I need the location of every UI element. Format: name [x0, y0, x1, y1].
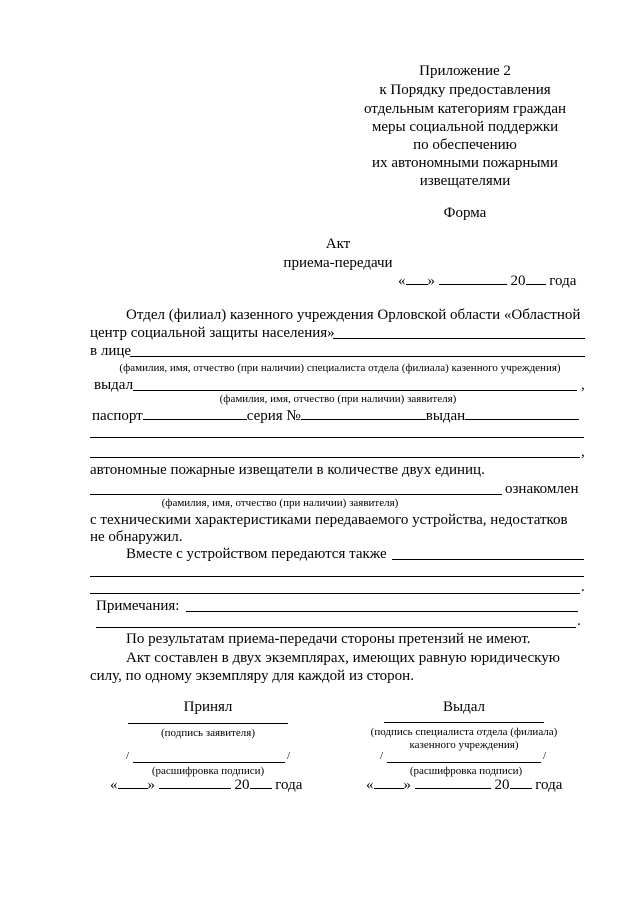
quote-close: » — [427, 273, 435, 289]
blank-line-3[interactable] — [90, 576, 584, 577]
day-blank[interactable] — [406, 272, 428, 285]
appendix-line-6: их автономными пожарными — [372, 155, 558, 171]
period-1: . — [581, 579, 585, 595]
issued-slash-left: / — [380, 750, 384, 762]
quote-close: » — [147, 777, 155, 793]
appendix-line-5: по обеспечению — [413, 137, 517, 153]
received-sign-hint: (подпись заявителя) — [160, 727, 256, 739]
issued-slash-right: / — [543, 750, 547, 762]
issued-day-blank[interactable] — [374, 776, 404, 789]
issued-sign-hint-1: (подпись специалиста отдела (филиала) — [370, 726, 558, 738]
hint-applicant-2: (фамилия, имя, отчество (при наличии) заявителя) — [161, 497, 399, 509]
hint-specialist: (фамилия, имя, отчество (при наличии) специалиста отдела (филиала) казенного учреждения) — [119, 362, 561, 374]
act-date — [398, 272, 576, 290]
act-subtitle: приема-передачи — [283, 255, 393, 271]
issued-by-blank[interactable] — [465, 407, 579, 420]
appendix-line-4: меры социальной поддержки — [371, 119, 559, 135]
issued-decode-line[interactable] — [387, 762, 541, 763]
hint-applicant: (фамилия, имя, отчество (при наличии) заявителя) — [219, 393, 457, 405]
issued-to-label: выдал — [94, 377, 134, 393]
issued-date — [366, 776, 562, 794]
year-prefix: 20 — [510, 273, 526, 289]
issued-decode-hint: (расшифровка подписи) — [409, 765, 523, 777]
acquainted-name-blank[interactable] — [90, 494, 502, 495]
tech-line-2: не обнаружил. — [90, 529, 183, 545]
passport-line — [92, 407, 579, 425]
no-claims-line: По результатам приема-передачи стороны претензий не имеют. — [126, 631, 531, 647]
year-prefix: 20 — [494, 777, 510, 793]
passport-blank[interactable] — [143, 407, 247, 420]
received-month-blank[interactable] — [159, 776, 231, 789]
specialist-name-blank[interactable] — [130, 356, 585, 357]
quote-open: « — [398, 273, 406, 289]
also-transferred-blank[interactable] — [392, 559, 584, 560]
p1-line-1: Отдел (филиал) казенного учреждения Орловской области «Областной — [126, 307, 581, 323]
received-date — [110, 776, 302, 794]
applicant-name-blank[interactable] — [133, 390, 577, 391]
appendix-line-7: извещателями — [419, 173, 511, 189]
year-word: года — [275, 777, 303, 793]
series-blank[interactable] — [301, 407, 426, 420]
in-person-label: в лице — [90, 343, 132, 359]
copies-line-1: Акт составлен в двух экземплярах, имеющих равную юридическую — [126, 650, 560, 666]
issued-heading: Выдал — [443, 699, 485, 715]
received-slash-left: / — [126, 750, 130, 762]
acquainted-label: ознакомлен — [505, 481, 579, 497]
issued-by-label: выдан — [425, 408, 466, 424]
notes-blank[interactable] — [186, 611, 578, 612]
series-label: серия № — [246, 408, 301, 424]
form-label: Форма — [443, 205, 487, 221]
notes-blank-2[interactable] — [96, 627, 576, 628]
issued-year-blank[interactable] — [510, 776, 532, 789]
received-sign-line[interactable] — [128, 723, 288, 724]
notes-label: Примечания: — [96, 598, 180, 614]
received-decode-hint: (расшифровка подписи) — [151, 765, 265, 777]
issued-sign-line[interactable] — [384, 722, 544, 723]
copies-line-2: силу, по одному экземпляру для каждой из сторон. — [90, 668, 414, 684]
received-slash-right: / — [287, 750, 291, 762]
act-title: Акт — [325, 236, 351, 252]
issued-sign-hint-2: казенного учреждения) — [409, 739, 519, 751]
period-2: . — [577, 613, 581, 629]
blank-line-1[interactable] — [90, 437, 584, 438]
devices-line: автономные пожарные извещатели в количестве двух единиц. — [90, 462, 485, 478]
department-blank[interactable] — [333, 338, 585, 339]
p1-line-2: центр социальной защиты населения» — [90, 325, 335, 341]
quote-open: « — [110, 777, 118, 793]
year-blank[interactable] — [526, 272, 546, 285]
blank-line-2[interactable] — [90, 457, 580, 458]
received-year-blank[interactable] — [250, 776, 272, 789]
appendix-line-1: Приложение 2 — [419, 63, 511, 79]
tech-line-1: с техническими характеристиками передаваемого устройства, недостатков — [90, 512, 568, 528]
received-day-blank[interactable] — [118, 776, 148, 789]
blank-line-4[interactable] — [90, 593, 580, 594]
quote-close: » — [403, 777, 411, 793]
quote-open: « — [366, 777, 374, 793]
comma-2: , — [581, 444, 585, 460]
year-word: года — [535, 777, 563, 793]
comma-1: , — [581, 377, 585, 393]
month-blank[interactable] — [439, 272, 507, 285]
appendix-line-3: отдельным категориям граждан — [363, 101, 567, 117]
also-transferred-label: Вместе с устройством передаются также — [126, 546, 387, 562]
year-word: года — [549, 273, 577, 289]
received-decode-line[interactable] — [133, 762, 285, 763]
received-heading: Принял — [183, 699, 233, 715]
passport-label: паспорт — [92, 408, 143, 424]
issued-month-blank[interactable] — [415, 776, 491, 789]
appendix-line-2: к Порядку предоставления — [379, 82, 551, 98]
year-prefix: 20 — [234, 777, 250, 793]
